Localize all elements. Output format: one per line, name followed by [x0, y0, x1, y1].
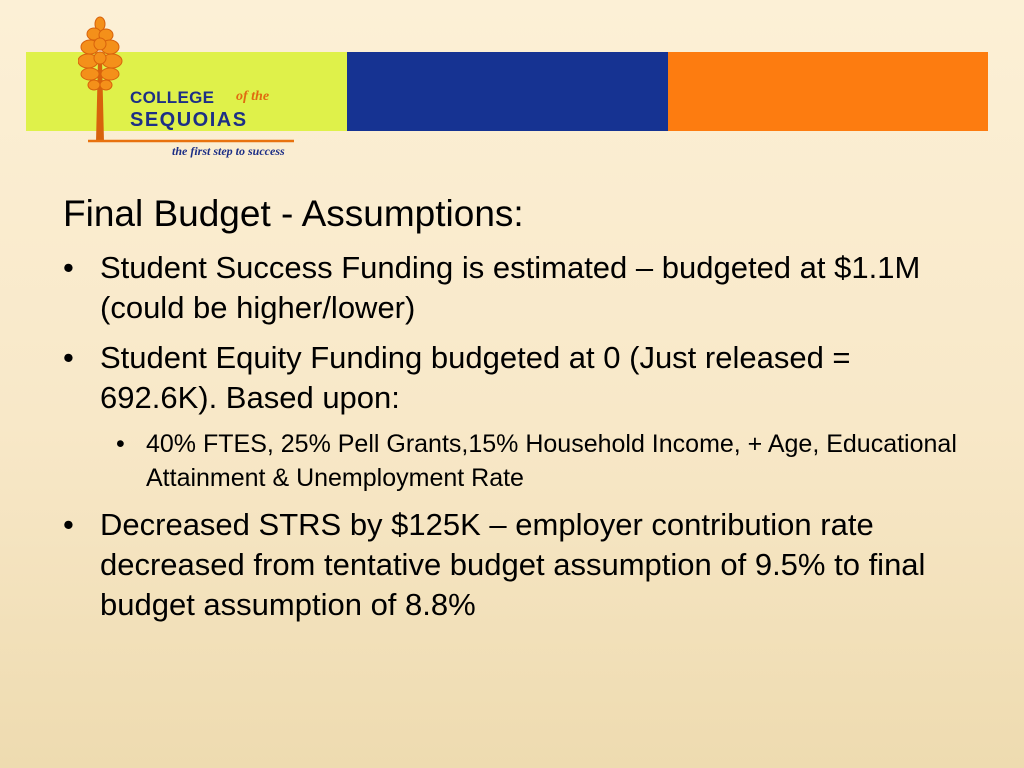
- bullet-dot: •: [63, 507, 74, 542]
- bullet-item: [63, 248, 963, 328]
- bullet-list: [63, 248, 963, 625]
- logo-of-the-text: of the: [236, 89, 270, 104]
- bullet-text: Student Equity Funding budgeted at 0 (Just released = 692.6K). Based upon:: [100, 340, 851, 415]
- bullet-text: Student Success Funding is estimated – budgeted at $1.1M (could be higher/lower): [100, 250, 921, 325]
- logo-college-text: COLLEGE: [130, 88, 215, 107]
- header-band-blue: [347, 52, 668, 131]
- college-logo: [78, 14, 318, 164]
- bullet-dot: •: [63, 250, 74, 285]
- sub-bullet-dot: •: [116, 430, 125, 458]
- sub-bullet-list: [100, 427, 963, 495]
- logo-tagline: the first step to success: [172, 144, 285, 158]
- bullet-item: [63, 338, 963, 495]
- slide-title: Final Budget - Assumptions:: [63, 193, 524, 234]
- bullet-text: Decreased STRS by $125K – employer contribution rate decreased from tentative budget assumption of 9.5% to final budget assumption of 8.8%: [100, 507, 926, 622]
- header-band-orange: [668, 52, 988, 131]
- bullet-dot: •: [63, 340, 74, 375]
- sub-bullet-item: [100, 427, 963, 495]
- sub-bullet-text: 40% FTES, 25% Pell Grants,15% Household Income, + Age, Educational Attainment & Unemployment Rate: [146, 430, 957, 492]
- bullet-item: [63, 505, 963, 625]
- slide-content: [63, 190, 963, 625]
- logo-sequoias-text: SEQUOIAS: [130, 109, 248, 131]
